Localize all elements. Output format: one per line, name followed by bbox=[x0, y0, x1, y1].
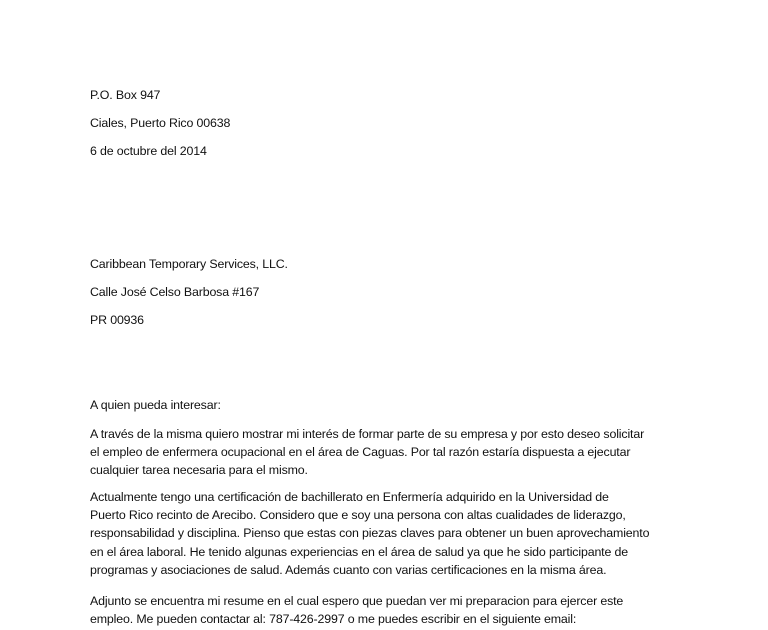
body-paragraph-3 bbox=[90, 592, 690, 628]
sender-address-line1: P.O. Box 947 bbox=[90, 88, 161, 102]
paragraph-line: Puerto Rico recinto de Arecibo. Considero que e soy una persona con altas cualidades de liderazgo, bbox=[90, 508, 626, 523]
recipient-postal: PR 00936 bbox=[90, 313, 144, 327]
paragraph-line: empleo. Me pueden contactar al: 787-426-2997 o me puedes escribir en el siguiente email: bbox=[90, 612, 577, 627]
letter-date: 6 de octubre del 2014 bbox=[90, 144, 207, 158]
paragraph-line: Actualmente tengo una certificación de bachillerato en Enfermería adquirido en la Universidad de bbox=[90, 490, 609, 504]
salutation: A quien pueda interesar: bbox=[90, 398, 221, 412]
paragraph-line: A través de la misma quiero mostrar mi interés de formar parte de su empresa y por esto deseo solicitar bbox=[90, 427, 645, 441]
sender-address-line2: Ciales, Puerto Rico 00638 bbox=[90, 116, 231, 130]
body-paragraph-1 bbox=[90, 425, 690, 480]
paragraph-line: programas y asociaciones de salud. Además cuanto con varias certificaciones en la misma área. bbox=[90, 562, 607, 577]
recipient-company: Caribbean Temporary Services, LLC. bbox=[90, 257, 288, 271]
paragraph-line: en el área laboral. He tenido algunas experiencias en el área de salud ya que he sido participante de bbox=[90, 544, 628, 559]
recipient-street: Calle José Celso Barbosa #167 bbox=[90, 285, 260, 299]
body-paragraph-2 bbox=[90, 488, 690, 579]
paragraph-line: cualquier tarea necesaria para el mismo. bbox=[90, 463, 308, 478]
paragraph-line: el empleo de enfermera ocupacional en el área de Caguas. Por tal razón estaría dispuesta a ejecutar bbox=[90, 445, 631, 460]
paragraph-line: Adjunto se encuentra mi resume en el cual espero que puedan ver mi preparacion para ejercer este bbox=[90, 594, 624, 608]
paragraph-line: responsabilidad y disciplina. Pienso que estas con piezas claves para obtener un buen aprovechamiento bbox=[90, 526, 650, 541]
